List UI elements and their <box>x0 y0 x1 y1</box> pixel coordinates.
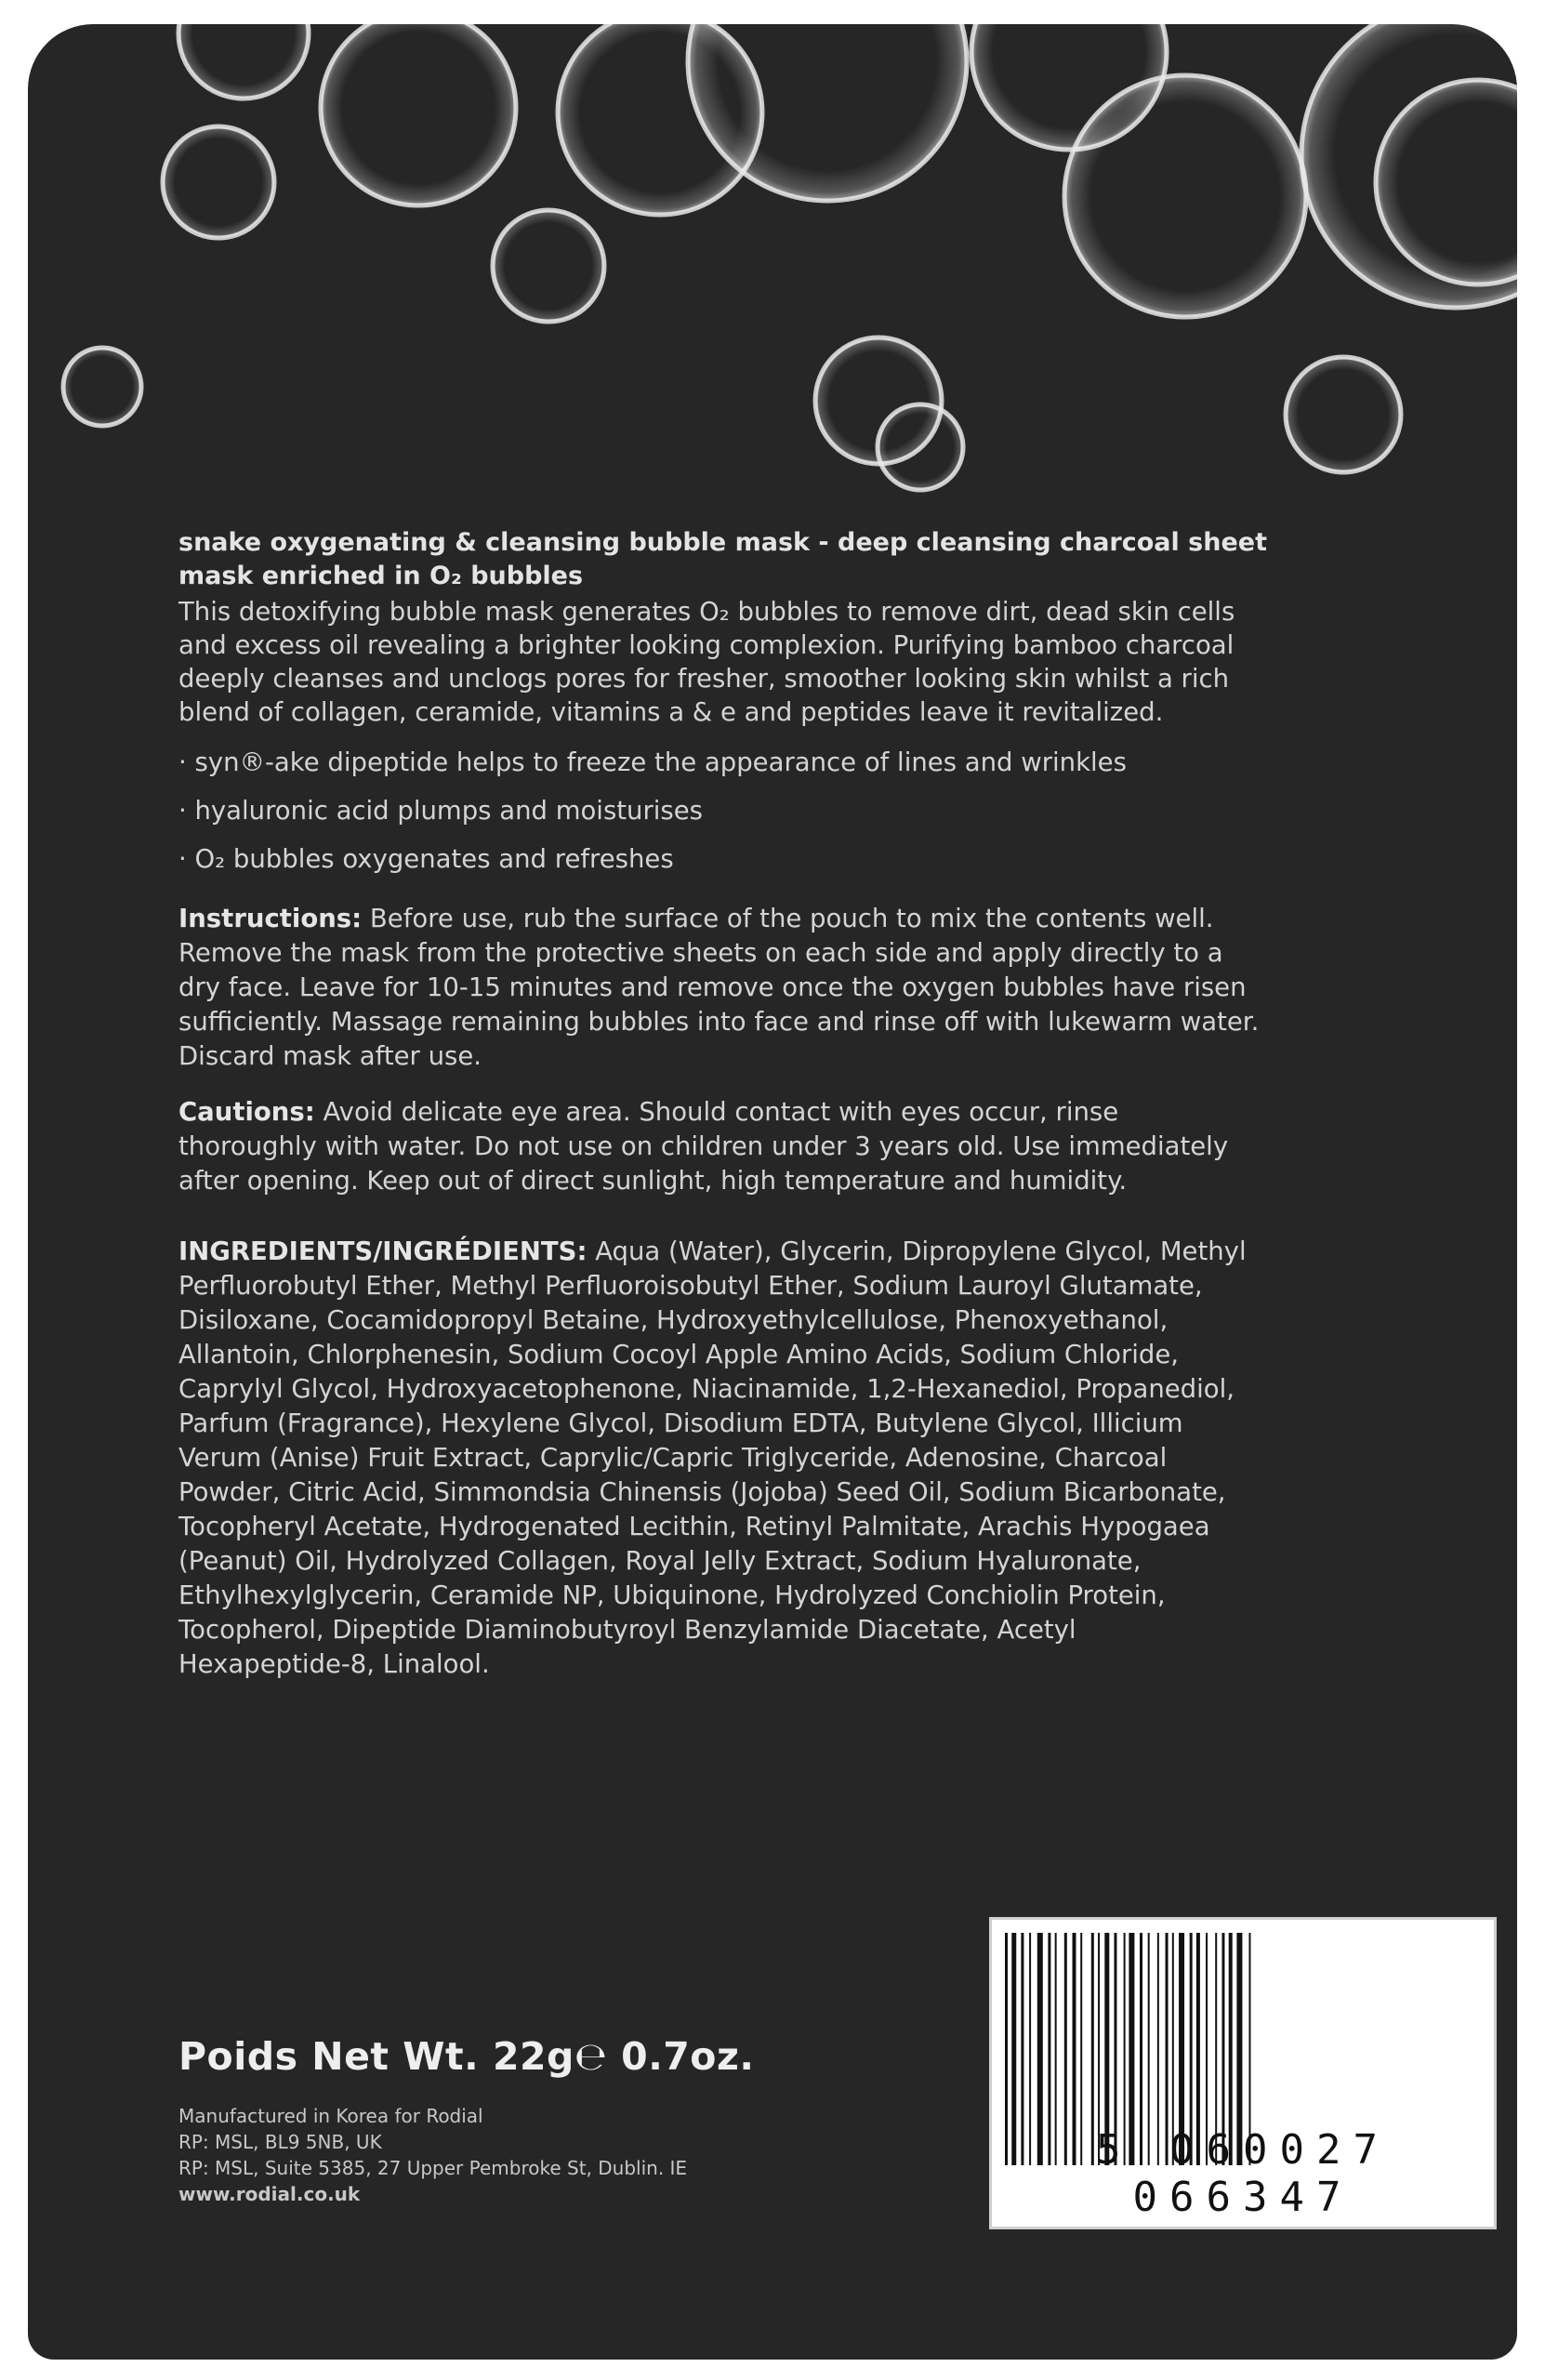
net-weight: Poids Net Wt. 22g℮ 0.7oz. <box>178 2034 755 2079</box>
product-title <box>178 526 1368 593</box>
instructions-section <box>178 902 1378 1074</box>
ingredients-line: Aqua (Water), Glycerin, Dipropylene Glycol, Methyl <box>587 1236 1247 1266</box>
cautions-line: thoroughly with water. Do not use on children under 3 years old. Use immediately <box>178 1131 1229 1161</box>
benefit-item: · syn®-ake dipeptide helps to freeze the appearance of lines and wrinkles <box>178 747 1127 777</box>
ingredients-line: Parfum (Fragrance), Hexylene Glycol, Disodium EDTA, Butylene Glycol, Illicium <box>178 1408 1183 1438</box>
ingredients-section <box>178 1235 1378 1682</box>
ingredients-line: Disiloxane, Cocamidopropyl Betaine, Hydroxyethylcellulose, Phenoxyethanol, <box>178 1305 1169 1335</box>
ingredients-line: Ethylhexylglycerin, Ceramide NP, Ubiquinone, Hydrolyzed Conchiolin Protein, <box>178 1580 1166 1610</box>
bubble <box>63 348 141 426</box>
title-line: mask enriched in O₂ bubbles <box>178 562 584 590</box>
bubble <box>163 126 274 238</box>
instructions-line: Discard mask after use. <box>178 1041 482 1071</box>
bubble <box>878 404 963 490</box>
manufacturer-line: RP: MSL, Suite 5385, 27 Upper Pembroke St, Dublin. IE <box>178 2157 688 2179</box>
ingredients-label: INGREDIENTS/INGRÉDIENTS: <box>178 1236 588 1266</box>
ingredients-line: Hexapeptide-8, Linalool. <box>178 1649 490 1679</box>
instructions-line: Before use, rub the surface of the pouch to mix the contents well. <box>362 904 1214 933</box>
bubble-decoration <box>28 24 1517 545</box>
website: www.rodial.co.uk <box>178 2183 361 2205</box>
manufacturer-line: Manufactured in Korea for Rodial <box>178 2105 483 2127</box>
product-pouch <box>28 24 1517 2360</box>
barcode-number: 5 060027 066347 <box>1096 2126 1390 2221</box>
instructions-label: Instructions: <box>178 904 363 933</box>
cautions-line: after opening. Keep out of direct sunlight, high temperature and humidity. <box>178 1166 1128 1196</box>
ingredients-line: Tocopherol, Dipeptide Diaminobutyroyl Benzylamide Diacetate, Acetyl <box>178 1615 1076 1645</box>
description-line: blend of collagen, ceramide, vitamins a & e and peptides leave it revitalized. <box>178 697 1164 727</box>
product-description <box>178 595 1368 729</box>
bubble <box>178 24 309 99</box>
bubble <box>1286 357 1401 472</box>
title-line: snake oxygenating & cleansing bubble mask - deep cleansing charcoal sheet <box>178 528 1267 557</box>
cautions-label: Cautions: <box>178 1097 315 1127</box>
bubble <box>493 210 604 322</box>
benefit-item: · hyaluronic acid plumps and moisturises <box>178 796 704 826</box>
cautions-line: Avoid delicate eye area. Should contact with eyes occur, rinse <box>314 1097 1119 1127</box>
ingredients-line: Verum (Anise) Fruit Extract, Caprylic/Capric Triglyceride, Adenosine, Charcoal <box>178 1443 1168 1473</box>
manufacturer-line: RP: MSL, BL9 5NB, UK <box>178 2131 382 2153</box>
instructions-line: Remove the mask from the protective sheets on each side and apply directly to a <box>178 938 1223 968</box>
description-line: deeply cleanses and unclogs pores for fresher, smoother looking skin whilst a rich <box>178 664 1230 694</box>
bubble <box>321 24 516 205</box>
ingredients-line: Powder, Citric Acid, Simmondsia Chinensis (Jojoba) Seed Oil, Sodium Bicarbonate, <box>178 1477 1226 1507</box>
ingredients-line: Caprylyl Glycol, Hydroxyacetophenone, Niacinamide, 1,2-Hexanediol, Propanediol, <box>178 1374 1235 1404</box>
instructions-line: dry face. Leave for 10-15 minutes and remove once the oxygen bubbles have risen <box>178 972 1247 1002</box>
description-line: This detoxifying bubble mask generates O₂ bubbles to remove dirt, dead skin cells <box>178 597 1235 627</box>
cautions-section <box>178 1095 1378 1198</box>
barcode <box>989 1917 1497 2229</box>
ingredients-line: Tocopheryl Acetate, Hydrogenated Lecithin, Retinyl Palmitate, Arachis Hypogaea <box>178 1512 1210 1541</box>
description-line: and excess oil revealing a brighter looking complexion. Purifying bamboo charcoal <box>178 630 1235 660</box>
ingredients-line: Allantoin, Chlorphenesin, Sodium Cocoyl Apple Amino Acids, Sodium Chloride, <box>178 1340 1180 1369</box>
instructions-line: sufficiently. Massage remaining bubbles into face and rinse off with lukewarm water. <box>178 1007 1260 1037</box>
bubble <box>1064 75 1306 317</box>
ingredients-line: (Peanut) Oil, Hydrolyzed Collagen, Royal Jelly Extract, Sodium Hyaluronate, <box>178 1546 1142 1576</box>
ingredients-line: Perfluorobutyl Ether, Methyl Perfluoroisobutyl Ether, Sodium Lauroyl Glutamate, <box>178 1271 1203 1301</box>
benefit-item: · O₂ bubbles oxygenates and refreshes <box>178 844 674 874</box>
